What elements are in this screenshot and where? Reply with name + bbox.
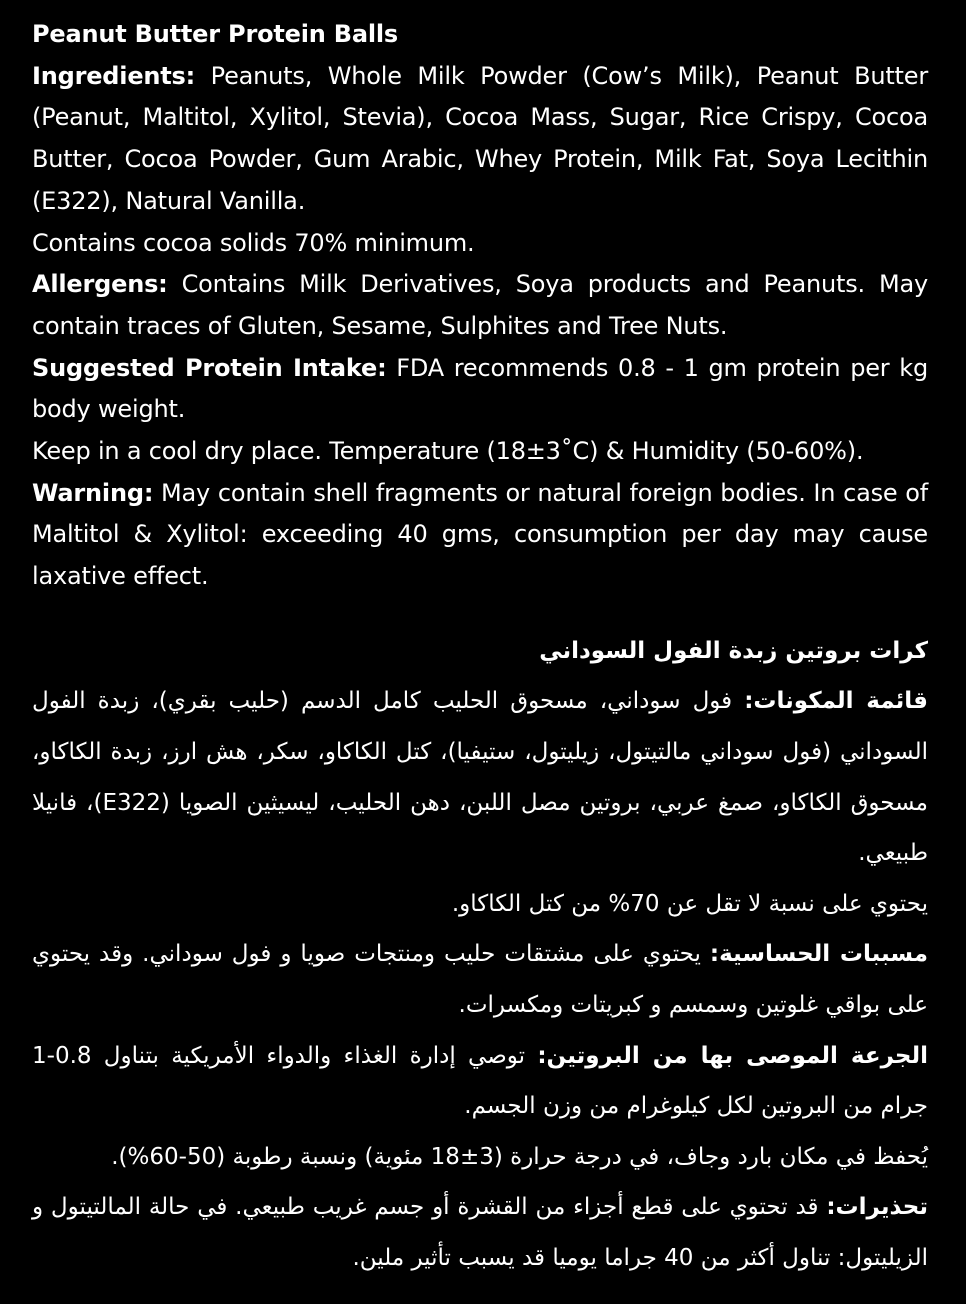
arabic-allergens-label: مسببات الحساسية: [709,941,928,968]
ingredients-label: Ingredients: [32,61,196,90]
arabic-section [32,626,928,1284]
allergens-paragraph [32,264,928,347]
allergens-text: Contains Milk Derivatives, Soya products and Peanuts. May contain traces of Gluten, Sesame, Sulphites and Tree Nuts. [32,270,928,340]
warning-paragraph [32,473,928,598]
arabic-protein-intake-paragraph [32,1031,928,1132]
arabic-protein-intake-text: توصي إدارة الغذاء والدواء الأمريكية بتناول 0.8-1 جرام من البروتين لكل كيلوغرام من وزن الجسم. [32,1042,928,1120]
storage-text: Keep in a cool dry place. Temperature (18±3˚C) & Humidity (50-60%). [32,437,864,466]
arabic-ingredients-label: قائمة المكونات: [744,688,928,715]
allergens-label: Allergens: [32,270,168,299]
arabic-product-title: كرات بروتين زبدة الفول السوداني [539,637,928,664]
arabic-warning-text: قد تحتوي على قطع أجزاء من القشرة أو جسم غريب طبيعي. في حالة المالتيتول و الزيليتول: تناول أكثر من 40 جراما يوميا قد يسبب تأثير ملين. [32,1194,928,1271]
arabic-cocoa-solids-text: يحتوي على نسبة لا تقل عن 70% من كتل الكاكاو. [451,890,928,917]
arabic-ingredients-text: فول سوداني، مسحوق الحليب كامل الدسم (حليب بقري)، زبدة الفول السوداني (فول سوداني مالتيتول، زيليتول، ستيفيا)، كتل الكاكاو، سكر، هش ارز، زبدة الكاكاو، مسحوق الكاكاو، صمغ عربي، بروتين مصل اللبن، دهن الحليب، ليسيثين الصويا (E322)، فانيلا طبيعي. [32,688,928,867]
ingredients-paragraph [32,56,928,223]
ingredients-text: Peanuts, Whole Milk Powder (Cow’s Milk), Peanut Butter (Peanut, Maltitol, Xylitol, Stevia), Cocoa Mass, Sugar, Rice Crispy, Cocoa Butter, Cocoa Powder, Gum Arabic, Whey Protein, Milk Fat, Soya Lecithin (E322), Natural Vanilla. [32,61,928,215]
arabic-allergens-text: يحتوي على مشتقات حليب ومنتجات صويا و فول سوداني. وقد يحتوي على بواقي غلوتين وسمسم و كبريتات ومكسرات. [32,941,928,1018]
arabic-storage-text: يُحفظ في مكان بارد وجاف، في درجة حرارة (3±18 مئوية) ونسبة رطوبة (50-60%). [111,1143,928,1170]
english-section [32,14,928,598]
warning-text: May contain shell fragments or natural foreign bodies. In case of Maltitol & Xylitol: exceeding 40 gms, consumption per day may cause laxative effect. [32,478,928,591]
protein-intake-text: FDA recommends 0.8 - 1 gm protein per kg body weight. [32,353,928,424]
protein-intake-label: Suggested Protein Intake: [32,353,387,382]
arabic-protein-intake-label: الجرعة الموصى بها من البروتين: [537,1042,928,1069]
product-title: Peanut Butter Protein Balls [32,20,399,48]
arabic-warning-label: تحذيرات: [826,1194,928,1221]
arabic-allergens-paragraph [32,929,928,1030]
arabic-warning-paragraph [32,1182,928,1283]
cocoa-solids-text: Contains cocoa solids 70% minimum. [32,228,475,257]
warning-label: Warning: [32,478,154,507]
protein-intake-paragraph [32,348,928,431]
arabic-ingredients-paragraph [32,676,928,878]
